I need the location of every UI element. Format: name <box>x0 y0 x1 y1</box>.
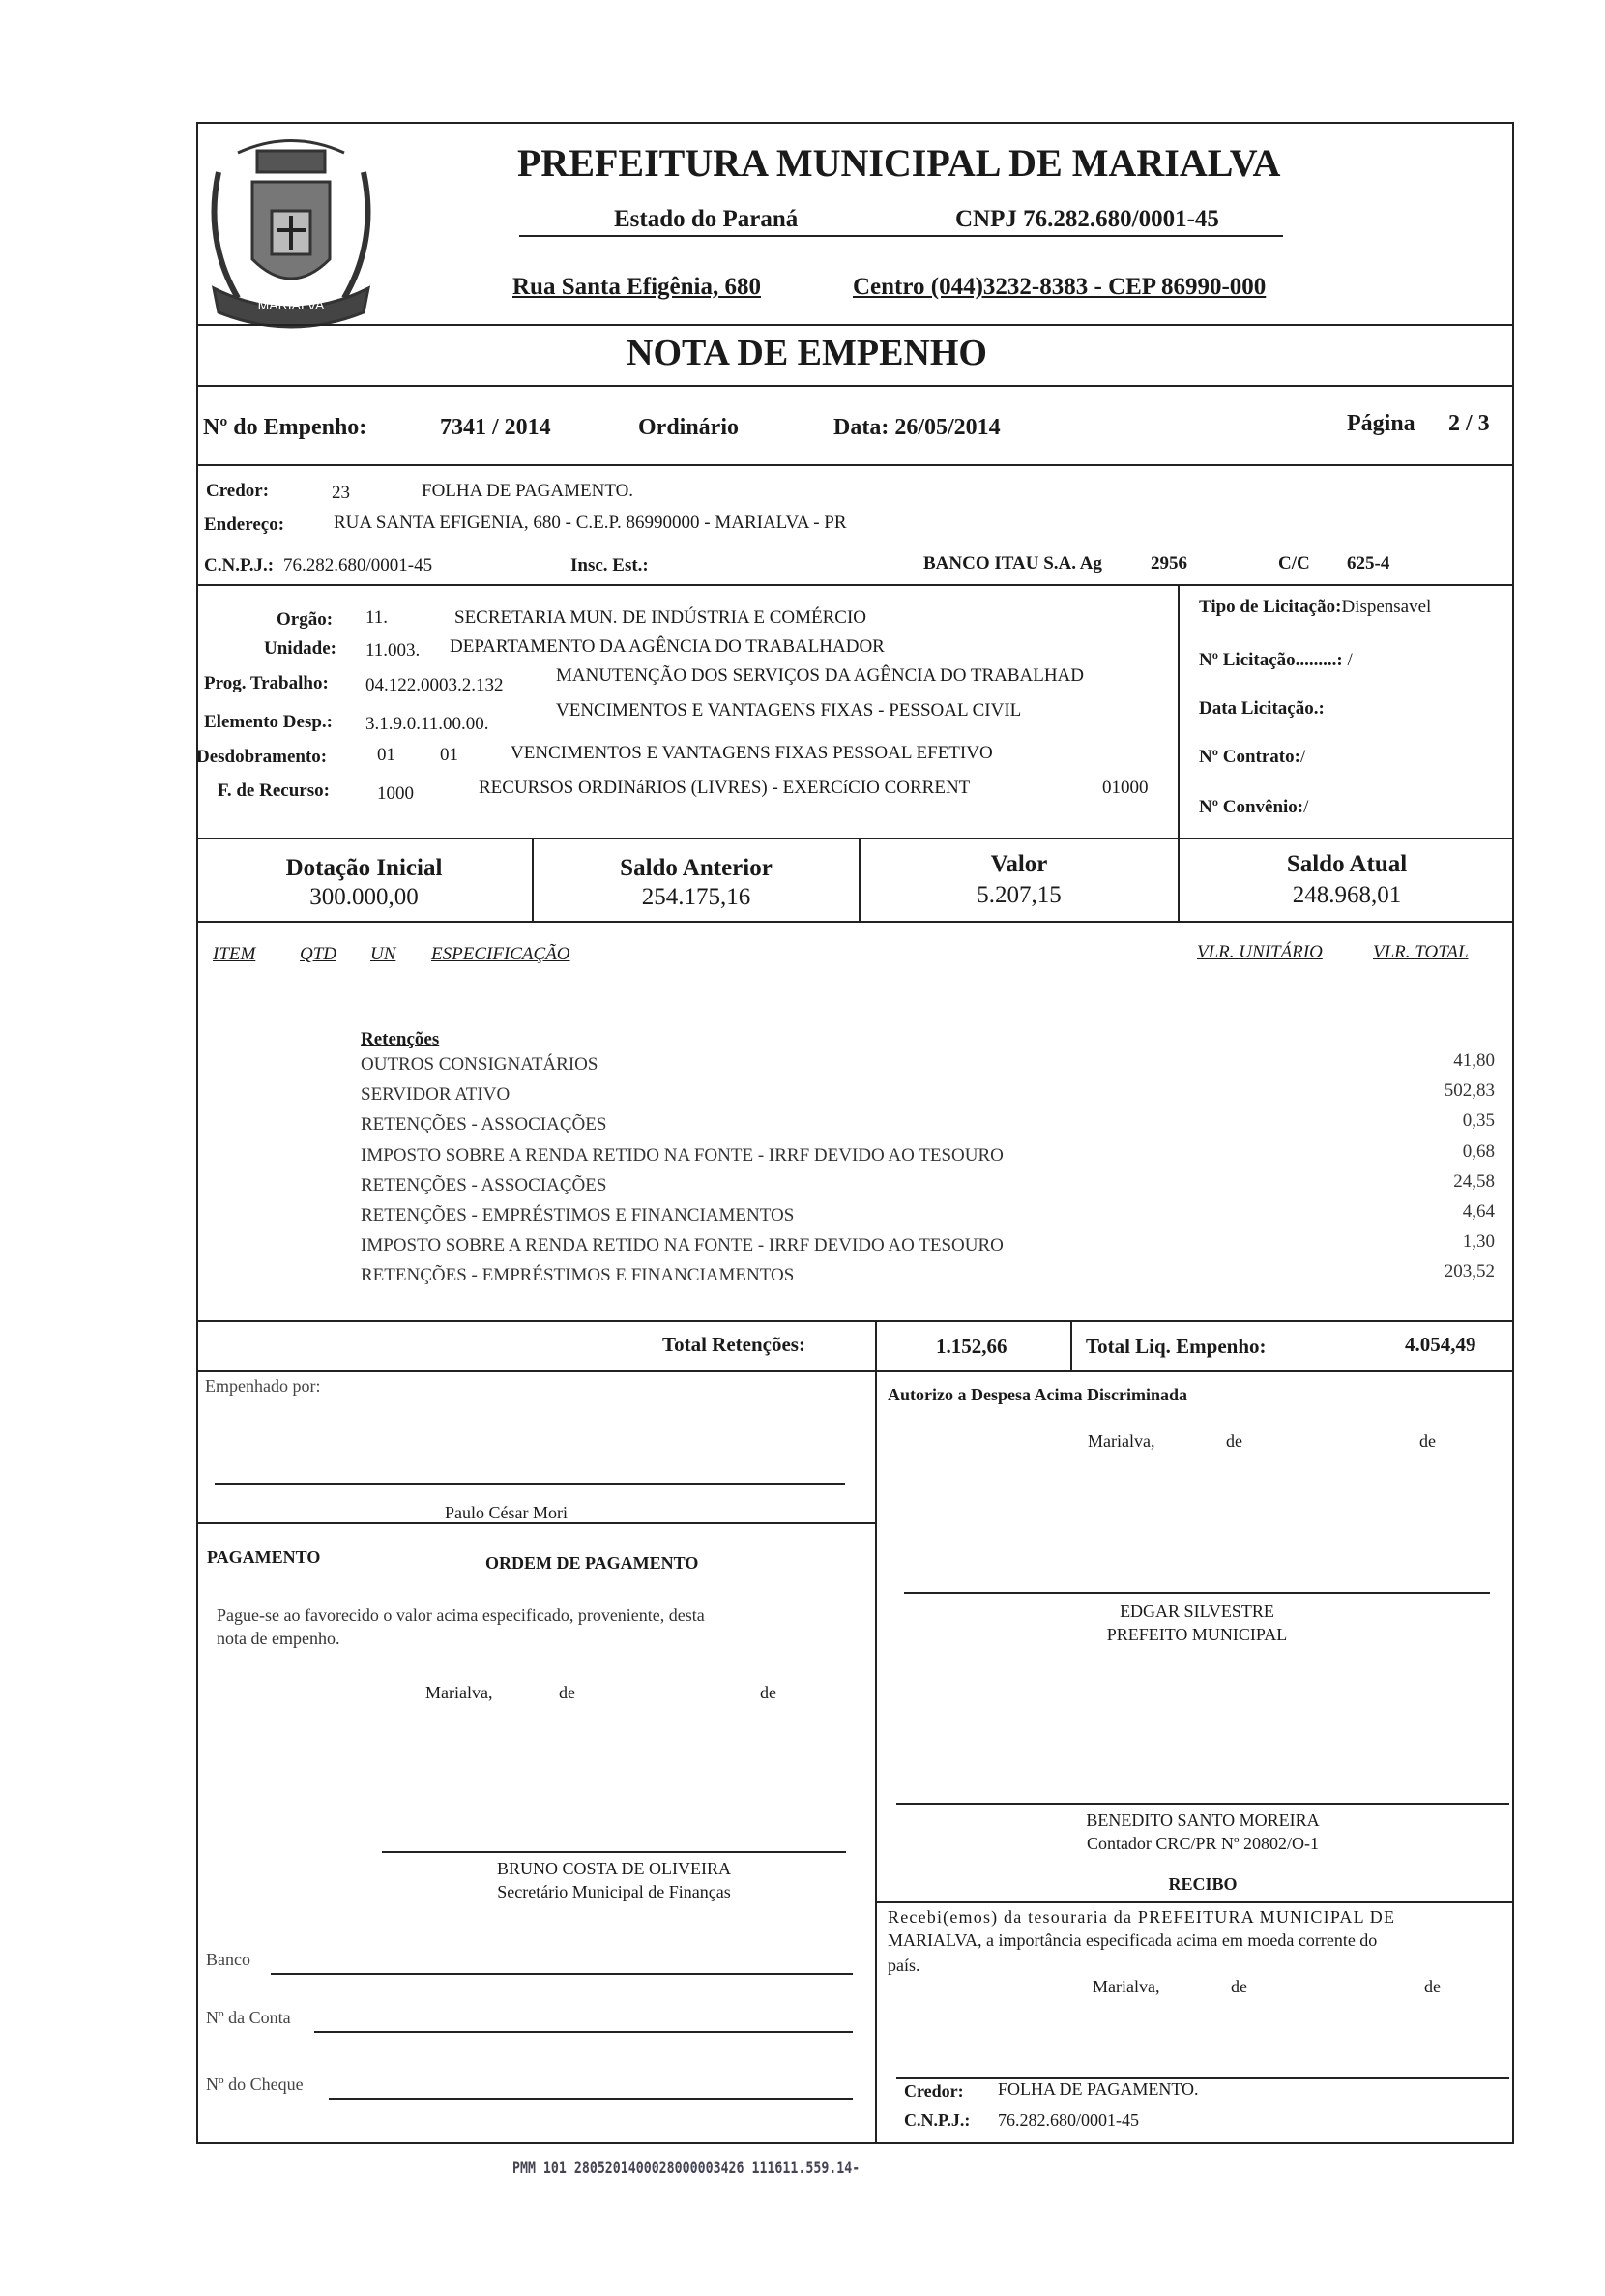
empenhado-nome: Paulo César Mori <box>445 1503 568 1522</box>
recibo-marialva: Marialva, <box>1093 1977 1160 1996</box>
saldo-atual-value: 248.968,01 <box>1292 882 1402 908</box>
divider <box>196 921 1514 923</box>
municipality-title: PREFEITURA MUNICIPAL DE MARIALVA <box>517 141 1281 185</box>
unidade-name: DEPARTAMENTO DA AGÊNCIA DO TRABALHADOR <box>450 636 885 657</box>
ordem-pagamento-label: ORDEM DE PAGAMENTO <box>485 1553 699 1573</box>
recibo-credor-label: Credor: <box>904 2081 964 2101</box>
elemento-name: VENCIMENTOS E VANTAGENS FIXAS - PESSOAL CIVIL <box>556 700 1022 721</box>
orgao-label: Orgão: <box>277 609 334 630</box>
address-rest: Centro (044)3232-8383 - CEP 86990-000 <box>853 274 1267 300</box>
retencao-value: 4,64 <box>1462 1201 1495 1222</box>
address-street: Rua Santa Efigênia, 680 <box>512 274 761 300</box>
divider <box>196 1370 1514 1372</box>
page-label: Página <box>1347 411 1415 436</box>
num-contrato-text: Nº Contrato: <box>1199 747 1300 767</box>
cheque-field-line[interactable] <box>329 2098 853 2100</box>
divider <box>196 464 1514 466</box>
unidade-label: Unidade: <box>264 638 336 659</box>
total-liquido-label: Total Liq. Empenho: <box>1086 1335 1267 1358</box>
empenho-label: Nº do Empenho: <box>203 415 367 440</box>
num-convenio-text: Nº Convênio: <box>1199 797 1304 817</box>
recurso-code: 1000 <box>377 783 414 804</box>
col-vlr-total: VLR. TOTAL <box>1373 942 1469 962</box>
retencao-value: 203,52 <box>1444 1261 1495 1282</box>
total-retencoes-label: Total Retenções: <box>662 1333 805 1356</box>
credor-name: FOLHA DE PAGAMENTO. <box>422 481 634 501</box>
prefeito-nome: EDGAR SILVESTRE <box>1120 1602 1274 1621</box>
divider <box>196 1522 877 1524</box>
totals-col-divider <box>1070 1320 1072 1370</box>
retencao-desc: RETENÇÕES - EMPRÉSTIMOS E FINANCIAMENTOS <box>361 1205 795 1225</box>
total-liquido-value: 4.054,49 <box>1405 1333 1476 1356</box>
autorizo-marialva: Marialva, <box>1088 1431 1155 1451</box>
pague-se-text-1: Pague-se ao favorecido o valor acima especificado, proveniente, desta <box>217 1605 705 1625</box>
recibo-top-line <box>875 1901 1514 1903</box>
retencao-desc: OUTROS CONSIGNATÁRIOS <box>361 1054 598 1074</box>
footer-code: PMM 101 2805201400028000003426 111611.559.14- <box>512 2159 861 2178</box>
orgao-code: 11. <box>365 607 389 628</box>
secretario-nome: BRUNO COSTA DE OLIVEIRA <box>496 1859 732 1878</box>
insc-label: Insc. Est.: <box>570 555 649 575</box>
signature-line <box>896 1803 1509 1805</box>
retencao-desc: IMPOSTO SOBRE A RENDA RETIDO NA FONTE - IRRF DEVIDO AO TESOURO <box>361 1144 1004 1165</box>
recurso-label: F. de Recurso: <box>218 780 330 801</box>
pagamento-marialva: Marialva, <box>425 1683 493 1702</box>
credor-label: Credor: <box>206 481 270 501</box>
num-licitacao-label <box>1199 650 1353 671</box>
retencao-desc: RETENÇÕES - ASSOCIAÇÕES <box>361 1174 607 1195</box>
bank-name: BANCO ITAU S.A. Ag <box>923 553 1102 574</box>
endereco-value: RUA SANTA EFIGENIA, 680 - C.E.P. 86990000 - MARIALVA - PR <box>334 513 847 533</box>
pagamento-label: PAGAMENTO <box>207 1547 321 1567</box>
empenho-date: Data: 26/05/2014 <box>833 415 1001 440</box>
col-qtd: QTD <box>300 944 337 964</box>
orgao-name: SECRETARIA MUN. DE INDÚSTRIA E COMÉRCIO <box>454 607 866 628</box>
tipo-licitacao-label <box>1199 597 1431 618</box>
contador-cargo: Contador CRC/PR Nº 20802/O-1 <box>1086 1834 1320 1853</box>
num-contrato-label <box>1199 747 1305 768</box>
cc-value: 625-4 <box>1347 553 1390 574</box>
num-convenio-label <box>1199 797 1308 818</box>
col-vlr-unitario: VLR. UNITÁRIO <box>1197 942 1323 962</box>
prefeito-cargo: PREFEITO MUNICIPAL <box>1106 1625 1288 1644</box>
retencao-desc: RETENÇÕES - ASSOCIAÇÕES <box>361 1114 607 1135</box>
num-contrato-value: / <box>1299 747 1306 767</box>
desdob-code-1: 01 <box>377 745 395 765</box>
retencoes-title: Retenções <box>361 1029 440 1049</box>
recibo-text-3: país. <box>888 1956 920 1975</box>
pagamento-de-2: de <box>760 1683 776 1702</box>
tipo-licitacao-text: Tipo de Licitação: <box>1199 597 1342 617</box>
recibo-cnpj-label: C.N.P.J.: <box>904 2110 971 2130</box>
dotacao-value: 300.000,00 <box>309 884 419 910</box>
recibo-de-1: de <box>1231 1977 1247 1996</box>
col-item: ITEM <box>213 944 256 964</box>
recibo-text-2: MARIALVA, a importância especificada acima em moeda corrente do <box>888 1930 1378 1950</box>
contador-nome: BENEDITO SANTO MOREIRA <box>1086 1810 1320 1830</box>
recurso-extra: 01000 <box>1102 778 1149 798</box>
data-licitacao-label: Data Licitação.: <box>1199 698 1325 719</box>
banco-field-line[interactable] <box>271 1973 853 1975</box>
header-cnpj: CNPJ 76.282.680/0001-45 <box>955 206 1219 232</box>
endereco-label: Endereço: <box>204 515 285 535</box>
cnpj-label: C.N.P.J.: <box>204 555 275 575</box>
retencao-value: 24,58 <box>1453 1170 1495 1192</box>
signature-line <box>904 1592 1490 1594</box>
recurso-name: RECURSOS ORDINáRIOS (LIVRES) - EXERCíCIO CORRENT <box>479 778 971 798</box>
signature-line <box>896 2077 1509 2079</box>
num-licitacao-text: Nº Licitação.........: <box>1199 650 1343 670</box>
cnpj-value: 76.282.680/0001-45 <box>283 555 433 575</box>
prog-code: 04.122.0003.2.132 <box>365 675 504 695</box>
total-retencoes-value: 1.152,66 <box>936 1335 1007 1358</box>
pagamento-de-1: de <box>559 1683 575 1702</box>
divider <box>196 1320 1514 1322</box>
recibo-cnpj-value: 76.282.680/0001-45 <box>998 2110 1139 2130</box>
signature-line <box>382 1851 846 1853</box>
lower-col-divider <box>875 1370 877 2144</box>
doc-title: NOTA DE EMPENHO <box>627 333 987 373</box>
tipo-licitacao-value: Dispensavel <box>1341 597 1432 617</box>
retencao-desc: IMPOSTO SOBRE A RENDA RETIDO NA FONTE - IRRF DEVIDO AO TESOURO <box>361 1235 1004 1256</box>
unidade-code: 11.003. <box>365 640 421 661</box>
empenhado-por-label: Empenhado por: <box>205 1376 321 1396</box>
state-text: Estado do Paraná <box>614 206 799 232</box>
valor-value: 5.207,15 <box>977 882 1062 908</box>
recibo-text-1: Recebi(emos) da tesouraria da PREFEITURA MUNICIPAL DE <box>888 1907 1396 1927</box>
retencao-value: 0,35 <box>1462 1110 1495 1132</box>
valor-label: Valor <box>990 851 1048 877</box>
divider <box>196 385 1514 387</box>
retencao-value: 1,30 <box>1462 1231 1495 1252</box>
num-convenio-value: / <box>1303 797 1309 817</box>
retencao-value: 41,80 <box>1453 1050 1495 1071</box>
secretario-cargo: Secretário Municipal de Finanças <box>497 1882 731 1901</box>
saldo-anterior-label: Saldo Anterior <box>620 855 773 881</box>
desdob-code-2: 01 <box>440 745 458 765</box>
signature-line <box>215 1483 845 1485</box>
retencao-desc: SERVIDOR ATIVO <box>361 1084 511 1105</box>
retencao-value: 502,83 <box>1444 1080 1495 1102</box>
header-underline-1 <box>519 235 1283 237</box>
elemento-code: 3.1.9.0.11.00.00. <box>365 714 489 734</box>
desdob-name: VENCIMENTOS E VANTAGENS FIXAS PESSOAL EFETIVO <box>511 743 993 763</box>
coat-of-arms-icon <box>199 133 383 337</box>
col-un: UN <box>370 944 396 964</box>
elemento-label: Elemento Desp.: <box>204 712 333 732</box>
conta-field-line[interactable] <box>314 2031 853 2033</box>
autorizo-text: Autorizo a Despesa Acima Discriminada <box>888 1385 1187 1404</box>
divider <box>196 584 1514 586</box>
recibo-credor-value: FOLHA DE PAGAMENTO. <box>998 2079 1199 2099</box>
divider <box>196 324 1514 326</box>
cheque-label: Nº do Cheque <box>206 2075 304 2094</box>
crest-text: MARIALVA <box>257 297 325 312</box>
retencao-value: 0,68 <box>1462 1140 1495 1162</box>
dotacao-label: Dotação Inicial <box>285 855 443 881</box>
prog-name: MANUTENÇÃO DOS SERVIÇOS DA AGÊNCIA DO TRABALHAD <box>556 665 1084 686</box>
credor-code: 23 <box>332 483 350 503</box>
conta-label: Nº da Conta <box>206 2008 291 2027</box>
saldo-atual-label: Saldo Atual <box>1286 851 1408 877</box>
autorizo-de-2: de <box>1419 1431 1436 1451</box>
recibo-de-2: de <box>1424 1977 1441 1996</box>
autorizo-de-1: de <box>1226 1431 1242 1451</box>
recibo-title: RECIBO <box>1168 1874 1238 1894</box>
banco-label: Banco <box>206 1950 250 1969</box>
prog-label: Prog. Trabalho: <box>204 673 329 693</box>
bank-agency: 2956 <box>1151 553 1187 574</box>
empenho-type: Ordinário <box>638 415 740 440</box>
page-value: 2 / 3 <box>1448 411 1490 436</box>
col-especificacao: ESPECIFICAÇÃO <box>431 944 570 964</box>
empenho-value: 7341 / 2014 <box>440 415 551 440</box>
num-licitacao-value: / <box>1347 650 1353 670</box>
licitacao-divider <box>1178 584 1180 838</box>
pague-se-text-2: nota de empenho. <box>217 1629 340 1648</box>
divider <box>196 838 1514 839</box>
saldo-anterior-value: 254.175,16 <box>641 884 751 910</box>
totals-col-divider <box>875 1320 877 1370</box>
retencao-desc: RETENÇÕES - EMPRÉSTIMOS E FINANCIAMENTOS <box>361 1265 795 1286</box>
cc-label: C/C <box>1278 553 1310 574</box>
desdob-label: Desdobramento: <box>196 747 328 767</box>
